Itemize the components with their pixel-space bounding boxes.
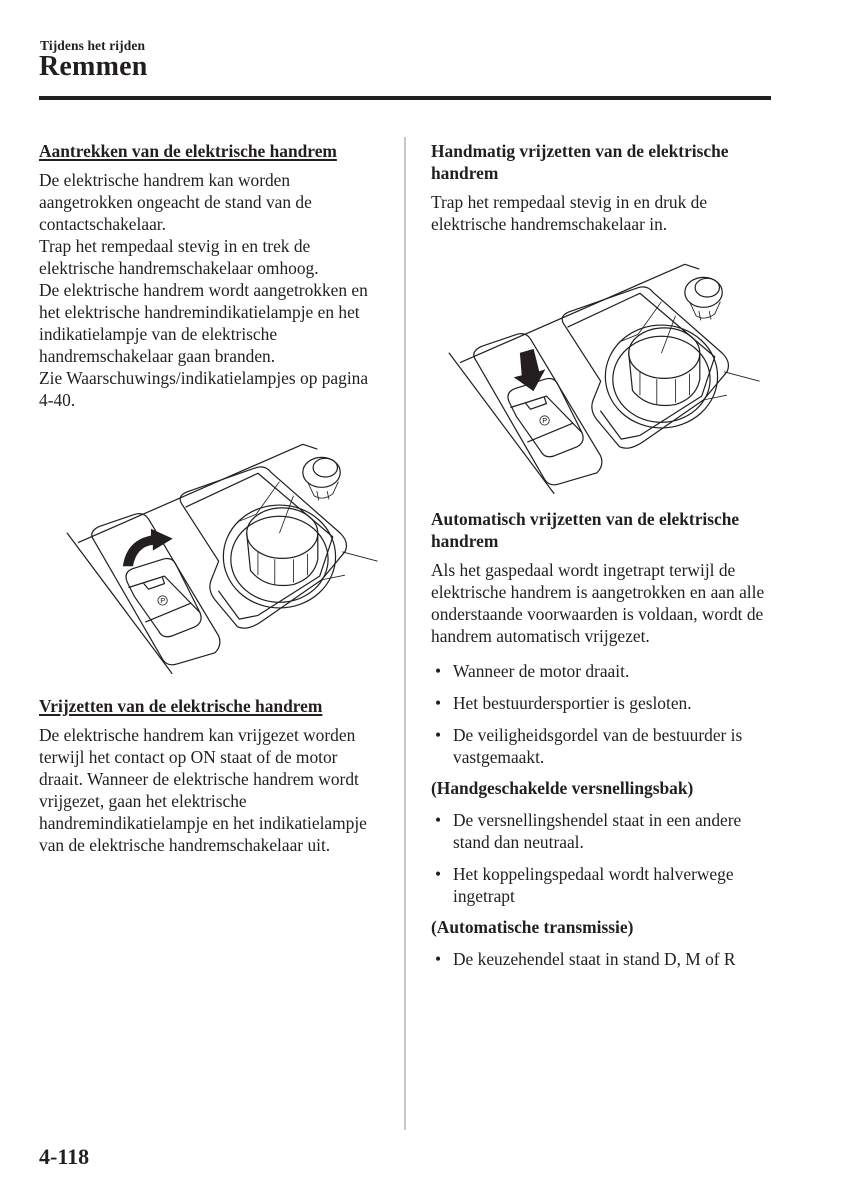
parking-brake-switch	[126, 559, 201, 637]
manual-release-heading: Handmatig vrijzetten van de elektrische handrem	[431, 141, 729, 183]
list-item: • De versnellingshendel staat in een andere stand dan neutraal.	[431, 809, 776, 853]
automatic-transmission-conditions	[431, 948, 776, 970]
switch-symbol: P	[542, 416, 548, 426]
release-handbrake-heading: Vrijzetten van de elektrische handrem	[39, 696, 323, 716]
page-number: 4-118	[39, 1144, 90, 1169]
small-knob	[685, 277, 722, 320]
column-divider	[404, 137, 406, 1130]
automatic-transmission-heading: (Automatische transmissie)	[431, 917, 634, 937]
apply-handbrake-heading: Aantrekken van de elektrische handrem	[39, 141, 337, 161]
list-item: • De veiligheidsgordel van de bestuurder is vastgemaakt.	[431, 724, 776, 768]
list-item: • Het koppelingspedaal wordt halverwege ingetrapt	[431, 863, 776, 907]
auto-release-heading: Automatisch vrijzetten van de elektrische handrem	[431, 509, 740, 551]
console-outline	[449, 264, 759, 493]
manual-release-illustration	[423, 259, 769, 494]
manual-transmission-heading: (Handgeschakelde versnellingsbak)	[431, 778, 694, 798]
manual-transmission-conditions	[431, 809, 776, 907]
header-rule	[39, 96, 771, 100]
auto-release-conditions	[431, 660, 776, 768]
list-item: • Wanneer de motor draait.	[431, 660, 776, 682]
small-knob	[303, 457, 340, 500]
auto-release-text: Als het gaspedaal wordt ingetrapt terwijl de elektrische handrem is aangetrokken en aan alle onderstaande voorwaarden is voldaan, wordt de handrem automatisch vrijgezet.	[431, 560, 765, 646]
paragraph: Zie Waarschuwings/indikatielampjes op pagina 4-40.	[39, 368, 369, 410]
paragraph: De elektrische handrem kan worden aangetrokken ongeacht de stand van de contactschakelaar.	[39, 170, 312, 234]
paragraph: De elektrische handrem wordt aangetrokken en het elektrische handremindikatielampje en het indikatielampje van de elektrische handremschakelaar gaan branden.	[39, 280, 368, 366]
release-handbrake-text: De elektrische handrem kan vrijgezet worden terwijl het contact op ON staat of de motor draait. Wanneer de elektrische handrem wordt vrijgezet, gaan het elektrische handremindikatielampje en het indikatielampje van de elektrische handremschakelaar uit.	[39, 725, 367, 855]
commander-knob	[223, 505, 335, 608]
manual-release-text: Trap het rempedaal stevig in en druk de elektrische handremschakelaar in.	[431, 192, 708, 234]
console-outline	[67, 444, 377, 673]
list-item: • Het bestuurdersportier is gesloten.	[431, 692, 776, 714]
section-label: Tijdens het rijden	[40, 38, 146, 53]
apply-handbrake-illustration	[41, 439, 387, 674]
list-item: • De keuzehendel staat in stand D, M of R	[431, 948, 776, 970]
page-title: Remmen	[39, 51, 148, 82]
left-column	[39, 140, 384, 856]
paragraph: Trap het rempedaal stevig in en trek de elektrische handremschakelaar omhoog.	[39, 236, 319, 278]
apply-handbrake-text	[39, 169, 384, 411]
switch-symbol: P	[160, 596, 166, 606]
parking-brake-switch	[508, 379, 583, 457]
curved-up-arrow-icon	[123, 529, 172, 565]
right-column	[431, 140, 776, 970]
commander-knob	[605, 325, 717, 428]
